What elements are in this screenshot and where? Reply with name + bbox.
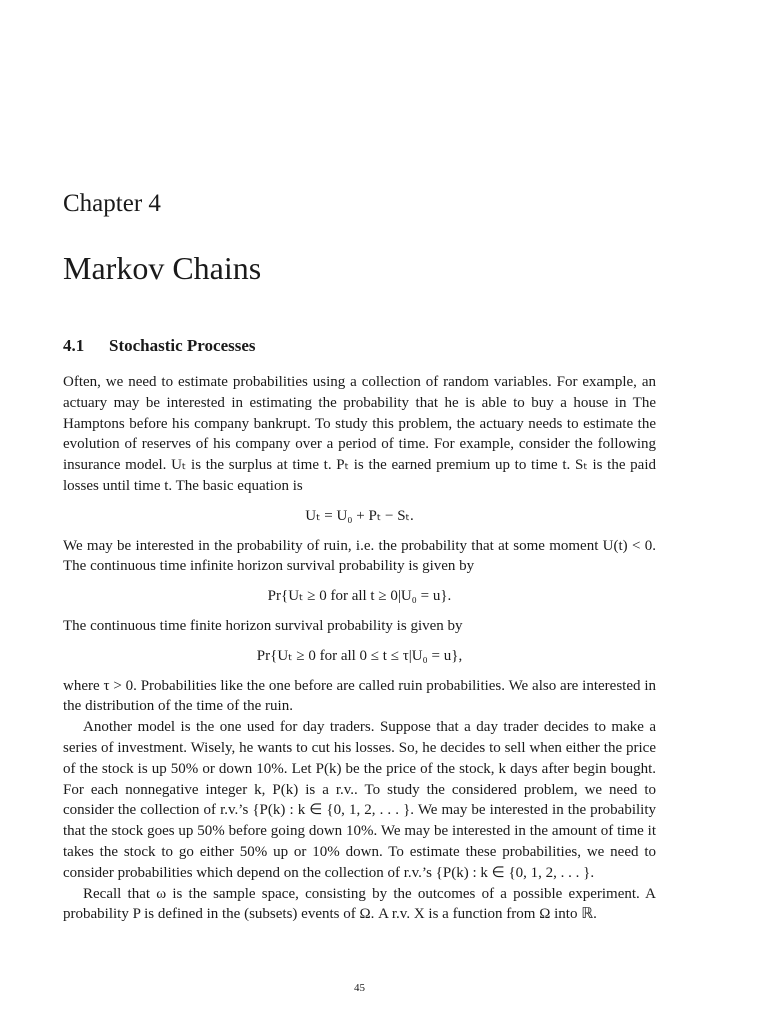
body-text (63, 372, 656, 925)
chapter-title: Markov Chains (63, 250, 262, 286)
equation-infinite-horizon: Pr{Uₜ ≥ 0 for all t ≥ 0|U₀ = u}. (267, 588, 452, 605)
page-number: 45 (354, 982, 365, 994)
paragraph-intro: Often, we need to estimate probabilities using a collection of random variables. For example, an actuary may be interested in estimating the probability that he is able to buy a house in The Hamptons before his company bankrupt. To study this problem, the actuary needs to estimate the evolution of reserves of his company over a period of time. For example, consider the following insurance model. Uₜ is the surplus at time t. Pₜ is the earned premium up to time t. Sₜ is the paid losses until time t. The basic equation is (63, 374, 656, 494)
chapter-label: Chapter 4 (63, 190, 161, 217)
paragraph-sample-space: Recall that ω is the sample space, consisting by the outcomes of a possible experiment. A probability P is defined in the (subsets) events of Ω. A r.v. X is a function from Ω into ℝ. (63, 885, 656, 923)
section-heading (63, 335, 256, 357)
page (63, 0, 656, 1024)
paragraph-ruin: We may be interested in the probability of ruin, i.e. the probability that at some moment U(t) < 0. The continuous time infinite horizon survival probability is given by (63, 537, 656, 575)
paragraph-day-traders: Another model is the one used for day traders. Suppose that a day trader decides to make a series of investment. Wisely, he wants to cut his losses. So, he decides to sell when either the price of the stock is up 50% or down 10%. Let P(k) be the price of the stock, k days after begin bought. For each nonnegative integer k, P(k) is a r.v.. To study the considered problem, we need to consider the collection of r.v.’s {P(k) : k ∈ {0, 1, 2, . . . }. We may be interested in the probability that the stock goes up 50% before going down 10%. We may be interested in the amount of time it takes the stock to go either 50% up or 10% down. To estimate these probabilities, we need to consider probabilities which depend on the collection of r.v.’s {P(k) : k ∈ {0, 1, 2, . . . }. (63, 719, 656, 881)
paragraph-ruin-probabilities: where τ > 0. Probabilities like the one before are called ruin probabilities. We also are interested in the distribution of the time of the ruin. (63, 677, 656, 715)
equation-finite-horizon: Pr{Uₜ ≥ 0 for all 0 ≤ t ≤ τ|U₀ = u}, (256, 647, 463, 664)
section-title: Stochastic Processes (109, 336, 256, 355)
paragraph-finite: The continuous time finite horizon survival probability is given by (63, 617, 463, 634)
section-number: 4.1 (63, 336, 85, 355)
equation-surplus: Uₜ = U₀ + Pₜ − Sₜ. (305, 507, 414, 524)
